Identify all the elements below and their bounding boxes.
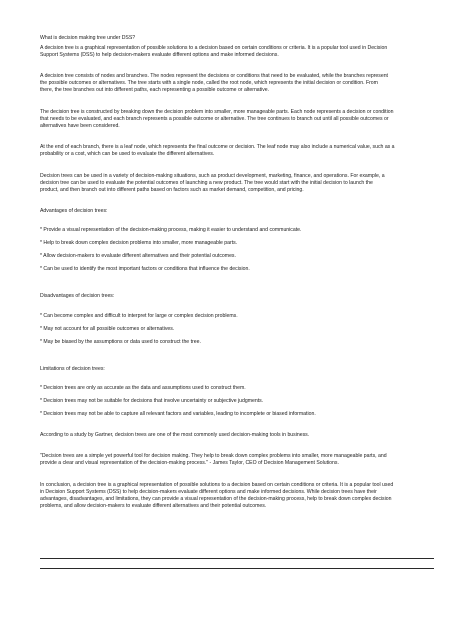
nodes-paragraph	[40, 73, 434, 94]
construction-line: that needs to be evaluated, and each branch represents a possible outcome or alternative. The tree continues to branch out until all possible outcomes or	[40, 115, 389, 122]
quote-line: provide a clear and visual representation of the decision-making process." - James Taylor, CEO of Decision Management Solutions.	[40, 460, 339, 467]
limitation-item: * Decision trees may not be able to capture all relevant factors and variables, leading to incomplete or biased information.	[40, 410, 316, 417]
leaf-paragraph	[40, 144, 434, 158]
disadvantage-item: * Can become complex and difficult to interpret for large or complex decision problems.	[40, 312, 238, 319]
conclusion-line: problems, and allow decision-makers to evaluate different alternatives and their potential outcomes.	[40, 502, 267, 509]
advantage-item: * Help to break down complex decision problems into smaller, more manageable parts.	[40, 240, 238, 247]
horizontal-rule	[40, 558, 434, 559]
horizontal-rule	[40, 568, 434, 569]
nodes-line: there, the tree branches out into different paths, each representing a possible outcome or alternative.	[40, 87, 270, 94]
advantage-item: * Can be used to identify the most important factors or conditions that influence the decision.	[40, 266, 250, 273]
nodes-line: the possible outcomes or alternatives. The tree starts with a single node, called the root node, which represents the initial decision or condition. From	[40, 80, 378, 87]
usage-line: decision tree can be used to evaluate the potential outcomes of launching a new product. The tree would start with the initial decision to launch the	[40, 179, 373, 186]
title-line: What is decision making tree under DSS?	[40, 35, 136, 41]
gartner-paragraph	[40, 432, 434, 439]
conclusion-line: in Decision Support Systems (DSS) to help decision-makers evaluate different options and make informed decisions. While decision trees have their	[40, 488, 377, 495]
construction-paragraph	[40, 109, 434, 130]
footer-rules	[40, 558, 434, 569]
disadvantages-heading	[40, 293, 434, 300]
nodes-line: A decision tree consists of nodes and branches. The nodes represent the decisions or conditions that need to be evaluated, while the branches represent	[40, 73, 388, 80]
intro-line: Support Systems (DSS) to help decision-makers evaluate different options and make informed decisions.	[40, 51, 279, 58]
intro-line: A decision tree is a graphical representation of possible solutions to a decision based on certain conditions or criteria. It is a popular tool used in Decision	[40, 44, 388, 51]
conclusion-paragraph	[40, 482, 434, 510]
conclusion-line: In conclusion, a decision tree is a graphical representation of possible solutions to a decision based on certain conditions or criteria. It is a popular tool used	[40, 481, 394, 488]
gartner-line: According to a study by Gartner, decision trees are one of the most commonly used decision-making tools in business.	[40, 431, 310, 438]
intro-paragraph	[40, 45, 434, 59]
document-title	[40, 35, 434, 42]
limitation-item: * Decision trees may not be suitable for decisions that involve uncertainty or subjective judgments.	[40, 397, 264, 404]
advantages-heading	[40, 208, 434, 215]
advantages-heading-text: Advantages of decision trees:	[40, 208, 108, 215]
construction-line: The decision tree is constructed by breaking down the decision problem into smaller, more manageable parts. Each node represents a decision or condition	[40, 108, 394, 115]
advantage-item: * Allow decision-makers to evaluate different alternatives and their potential outcomes.	[40, 253, 236, 260]
construction-line: alternatives have been considered.	[40, 122, 120, 129]
disadvantage-item: * May be biased by the assumptions or data used to construct the tree.	[40, 338, 201, 345]
disadvantages-heading-text: Disadvantages of decision trees:	[40, 293, 115, 300]
disadvantage-item: * May not account for all possible outcomes or alternatives.	[40, 325, 175, 332]
conclusion-line: advantages, disadvantages, and limitations, they can provide a visual representation of the decision-making process, help to break down complex decision	[40, 495, 392, 502]
advantage-item: * Provide a visual representation of the decision-making process, making it easier to understand and communicate.	[40, 227, 302, 234]
limitation-item: * Decision trees are only as accurate as the data and assumptions used to construct them.	[40, 384, 246, 391]
limitations-heading-text: Limitations of decision trees:	[40, 365, 105, 372]
leaf-line: probability or a cost, which can be used to evaluate the different alternatives.	[40, 151, 215, 158]
quote-line: "Decision trees are a simple yet powerful tool for decision making. They help to break down complex problems into smaller, more manageable parts, and	[40, 453, 387, 460]
usage-line: product, and then branch out into different paths based on factors such as market demand, competition, and pricing.	[40, 186, 304, 193]
limitations-heading	[40, 366, 434, 373]
leaf-line: At the end of each branch, there is a leaf node, which represents the final outcome or decision. The leaf node may also include a numerical value, such as a	[40, 144, 395, 151]
usage-line: Decision trees can be used in a variety of decision-making situations, such as product development, marketing, finance, and operations. For example, a	[40, 172, 385, 179]
quote-paragraph	[40, 453, 434, 467]
usage-paragraph	[40, 173, 434, 194]
